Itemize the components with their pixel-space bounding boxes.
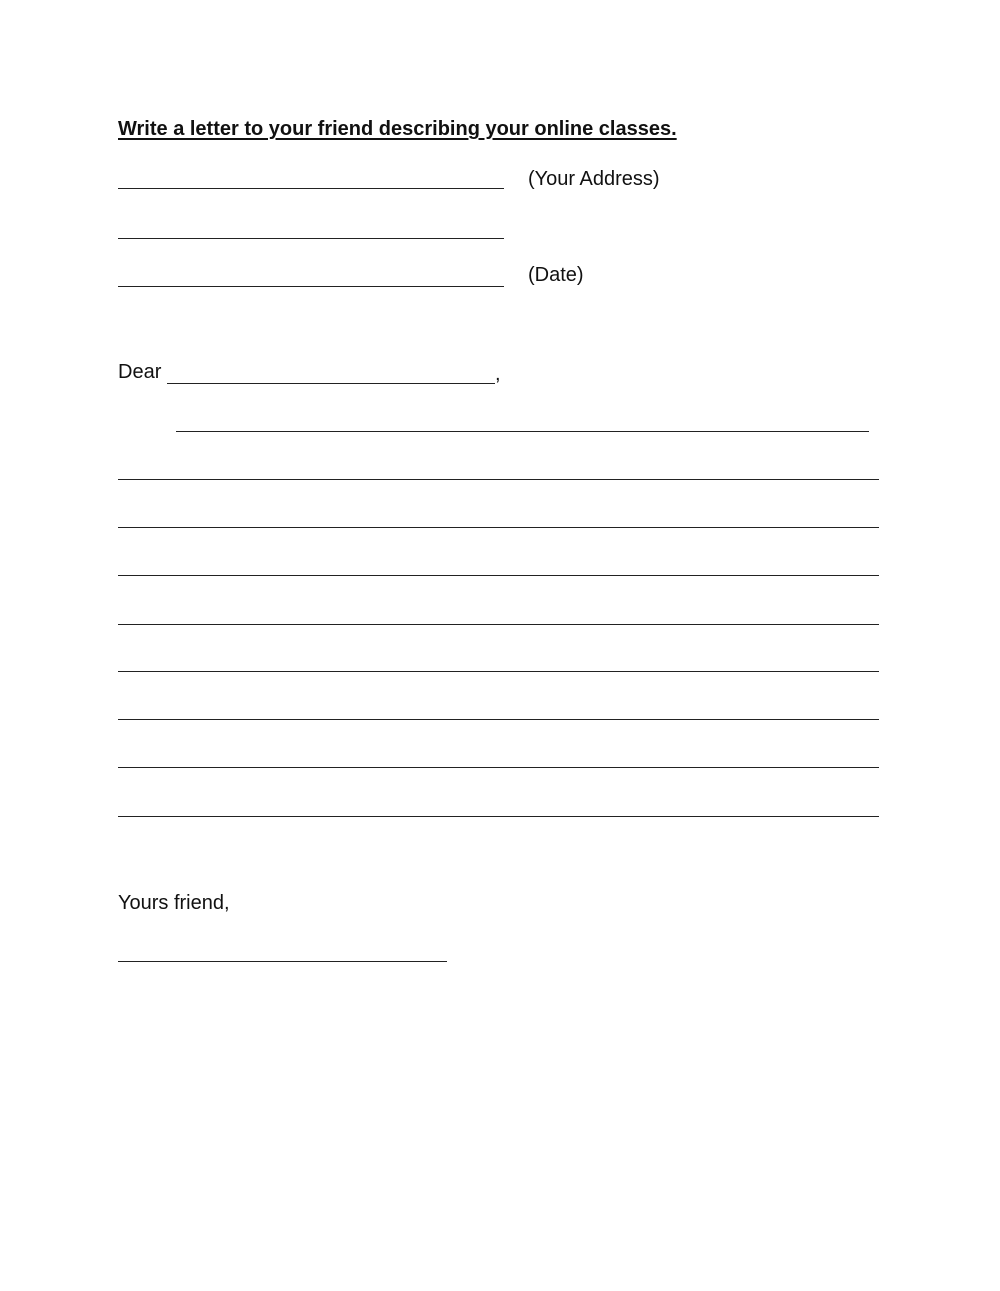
body-line-9[interactable] (118, 816, 879, 817)
worksheet-title: Write a letter to your friend describing your online classes. (118, 118, 677, 140)
body-line-4[interactable] (118, 575, 879, 576)
body-line-1[interactable] (176, 431, 869, 432)
body-line-2[interactable] (118, 479, 879, 480)
address-label: (Your Address) (528, 168, 660, 190)
body-line-5[interactable] (118, 624, 879, 625)
signature-line[interactable] (118, 961, 447, 962)
salutation-label: Dear (118, 361, 162, 383)
date-label: (Date) (528, 264, 584, 286)
address-line-2[interactable] (118, 238, 504, 239)
closing-label: Yours friend, (118, 892, 230, 914)
salutation-comma: , (495, 363, 501, 385)
body-line-7[interactable] (118, 719, 879, 720)
body-line-6[interactable] (118, 671, 879, 672)
date-line[interactable] (118, 286, 504, 287)
body-line-3[interactable] (118, 527, 879, 528)
address-line-1[interactable] (118, 188, 504, 189)
salutation-name-line[interactable] (167, 383, 495, 384)
body-line-8[interactable] (118, 767, 879, 768)
